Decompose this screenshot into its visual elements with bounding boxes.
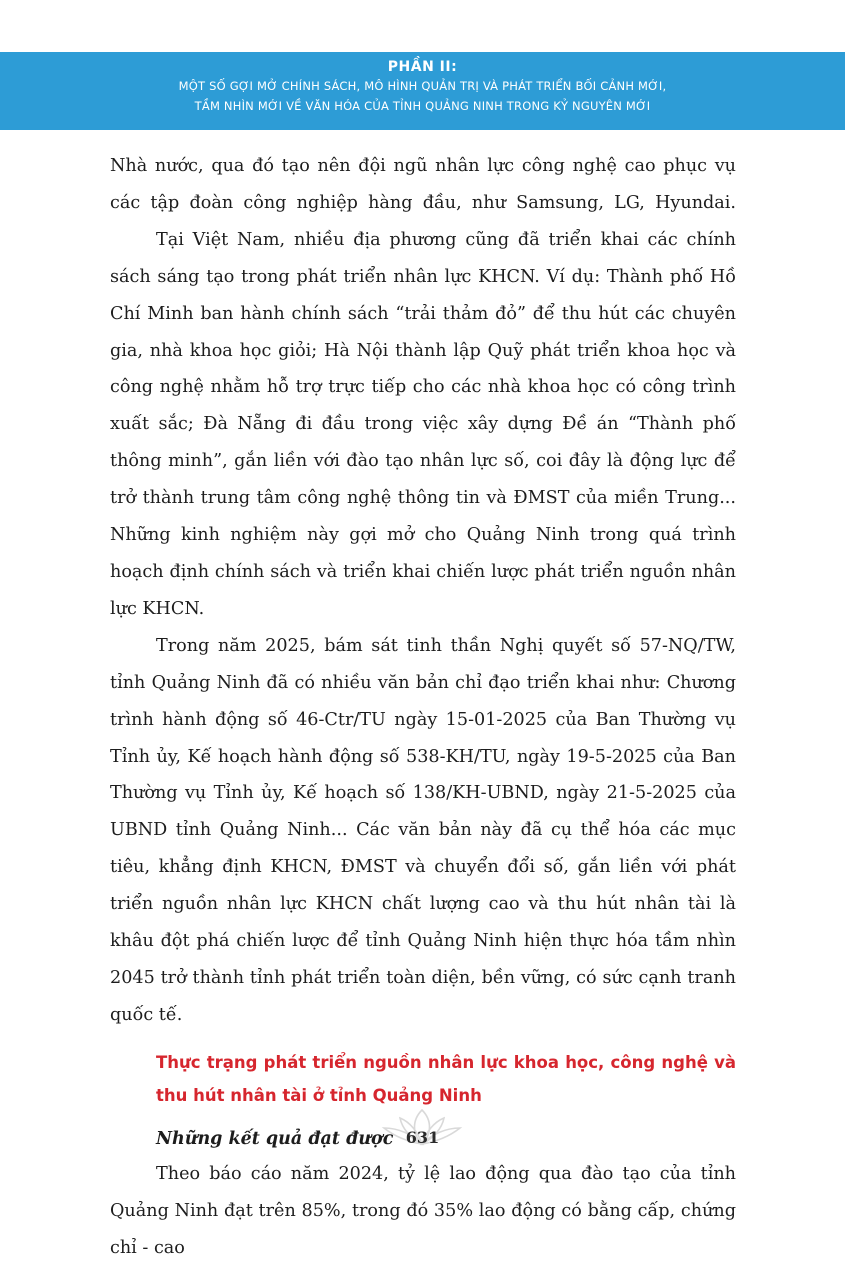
- page-footer: [0, 1108, 845, 1168]
- page-body: [110, 148, 736, 1266]
- paragraph-2025-directives: Trong năm 2025, bám sát tinh thần Nghị quyết số 57-NQ/TW, tỉnh Quảng Ninh đã có nhiều văn bản chỉ đạo triển khai như: Chương trình hành động số 46-Ctr/TU ngày 15-01-2025 của Ban Thường vụ Tỉnh ủy, Kế hoạch hành động số 538-KH/TU, ngày 19-5-2025 của Ban Thường vụ Tỉnh ủy, Kế hoạch số 138/KH-UBND, ngày 21-5-2025 của UBND tỉnh Quảng Ninh... Các văn bản này đã cụ thể hóa các mục tiêu, khẳng định KHCN, ĐMST và chuyển đổi số, gắn liền với phát triển nguồn nhân lực KHCN chất lượng cao và thu hút nhân tài là khâu đột phá chiến lược để tỉnh Quảng Ninh hiện thực hóa tầm nhìn 2045 trở thành tỉnh phát triển toàn diện, bền vững, có sức cạnh tranh quốc tế.: [110, 635, 736, 1025]
- paragraph-continuation: Nhà nước, qua đó tạo nên đội ngũ nhân lực công nghệ cao phục vụ các tập đoàn công nghiệp hàng đầu, như Samsung, LG, Hyundai.: [110, 156, 736, 213]
- part-title: PHẦN II:: [387, 59, 458, 75]
- chapter-banner: [0, 52, 845, 130]
- subheading: Những kết quả đạt được: [156, 1128, 394, 1149]
- banner-line-2: TẦM NHÌN MỚI VỀ VĂN HÓA CỦA TỈNH QUẢNG NINH TRONG KỶ NGUYÊN MỚI: [194, 99, 651, 113]
- paragraph-vietnam-examples: Tại Việt Nam, nhiều địa phương cũng đã triển khai các chính sách sáng tạo trong phát triển nhân lực KHCN. Ví dụ: Thành phố Hồ Chí Minh ban hành chính sách “trải thảm đỏ” để thu hút các chuyên gia, nhà khoa học giỏi; Hà Nội thành lập Quỹ phát triển khoa học và công nghệ nhằm hỗ trợ trực tiếp cho các nhà khoa học có công trình xuất sắc; Đà Nẵng đi đầu trong việc xây dựng Đề án “Thành phố thông minh”, gắn liền với đào tạo nhân lực số, coi đây là động lực để trở thành trung tâm công nghệ thông tin và ĐMST của miền Trung... Những kinh nghiệm này gợi mở cho Quảng Ninh trong quá trình hoạch định chính sách và triển khai chiến lược phát triển nguồn nhân lực KHCN.: [110, 229, 736, 619]
- paragraph-2024-report: Theo báo cáo năm 2024, tỷ lệ lao động qua đào tạo của tỉnh Quảng Ninh đạt trên 85%, trong đó 35% lao động có bằng cấp, chứng chỉ - cao: [110, 1163, 736, 1258]
- banner-line-1: MỘT SỐ GỢI MỞ CHÍNH SÁCH, MÔ HÌNH QUẢN TRỊ VÀ PHÁT TRIỂN BỐI CẢNH MỚI,: [178, 79, 667, 93]
- page-number: 631: [405, 1128, 440, 1147]
- section-heading: Thực trạng phát triển nguồn nhân lực khoa học, công nghệ và thu hút nhân tài ở tỉnh Quảng Ninh: [156, 1052, 736, 1105]
